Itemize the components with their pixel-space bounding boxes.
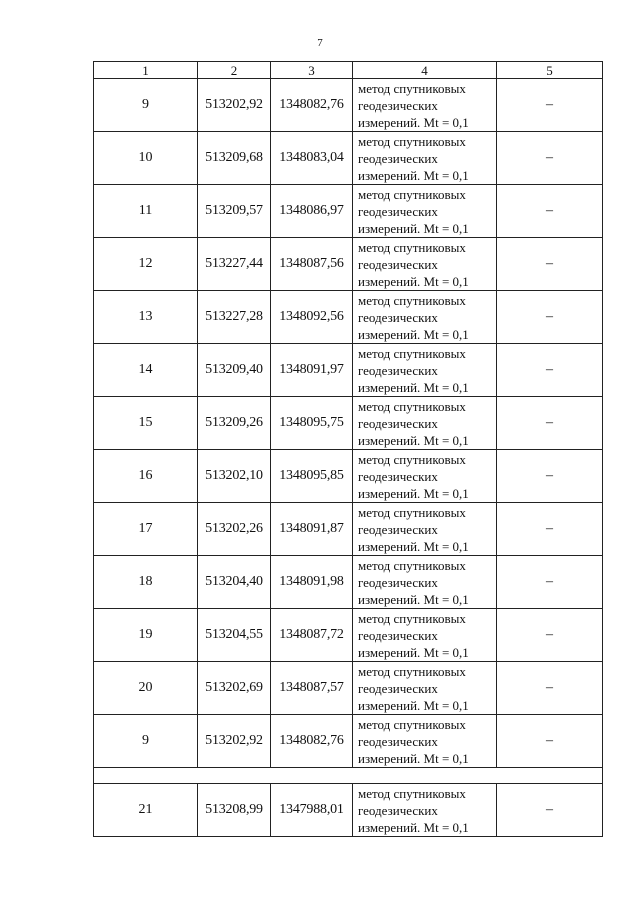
note-cell: – <box>497 503 603 556</box>
table-row <box>94 715 603 768</box>
method-line: измерений. Mt = 0,1 <box>358 644 469 660</box>
table-row <box>94 609 603 662</box>
point-number-cell: 17 <box>94 503 198 556</box>
note-cell: – <box>497 450 603 503</box>
note-cell: – <box>497 609 603 662</box>
method-line: метод спутниковых <box>358 345 466 361</box>
note-cell: – <box>497 344 603 397</box>
table-row <box>94 662 603 715</box>
method-line: метод спутниковых <box>358 239 466 255</box>
method-line: геодезических <box>358 802 438 818</box>
method-line: измерений. Mt = 0,1 <box>358 167 469 183</box>
y-coordinate-cell: 1348083,04 <box>271 132 353 185</box>
method-cell <box>353 79 497 132</box>
x-coordinate-cell: 513202,92 <box>198 79 271 132</box>
method-line: геодезических <box>358 627 438 643</box>
table-row <box>94 291 603 344</box>
table-body <box>94 79 603 837</box>
method-cell <box>353 132 497 185</box>
method-line: геодезических <box>358 203 438 219</box>
point-number-cell: 13 <box>94 291 198 344</box>
method-line: метод спутниковых <box>358 785 466 801</box>
x-coordinate-cell: 513202,69 <box>198 662 271 715</box>
method-line: метод спутниковых <box>358 504 466 520</box>
method-line: измерений. Mt = 0,1 <box>358 114 469 130</box>
x-coordinate-cell: 513202,10 <box>198 450 271 503</box>
separator-cell <box>94 768 603 784</box>
x-coordinate-cell: 513208,99 <box>198 784 271 837</box>
method-line: геодезических <box>358 680 438 696</box>
method-line: измерений. Mt = 0,1 <box>358 485 469 501</box>
method-line: метод спутниковых <box>358 451 466 467</box>
x-coordinate-cell: 513227,44 <box>198 238 271 291</box>
method-cell <box>353 344 497 397</box>
method-line: геодезических <box>358 97 438 113</box>
method-line: метод спутниковых <box>358 716 466 732</box>
table-row <box>94 784 603 837</box>
header-col-5: 5 <box>497 62 603 79</box>
y-coordinate-cell: 1348091,98 <box>271 556 353 609</box>
header-col-2: 2 <box>198 62 271 79</box>
note-cell: – <box>497 291 603 344</box>
note-cell: – <box>497 185 603 238</box>
method-line: геодезических <box>358 415 438 431</box>
page-number: 7 <box>317 37 323 49</box>
point-number-cell: 9 <box>94 715 198 768</box>
method-cell <box>353 238 497 291</box>
method-line: измерений. Mt = 0,1 <box>358 379 469 395</box>
method-line: метод спутниковых <box>358 557 466 573</box>
method-line: измерений. Mt = 0,1 <box>358 220 469 236</box>
method-cell <box>353 556 497 609</box>
point-number-cell: 18 <box>94 556 198 609</box>
table-row <box>94 556 603 609</box>
method-line: измерений. Mt = 0,1 <box>358 273 469 289</box>
note-cell: – <box>497 715 603 768</box>
header-row <box>94 62 603 79</box>
point-number-cell: 16 <box>94 450 198 503</box>
y-coordinate-cell: 1347988,01 <box>271 784 353 837</box>
method-line: геодезических <box>358 362 438 378</box>
point-number-cell: 12 <box>94 238 198 291</box>
method-cell <box>353 609 497 662</box>
x-coordinate-cell: 513209,57 <box>198 185 271 238</box>
method-line: метод спутниковых <box>358 398 466 414</box>
method-cell <box>353 784 497 837</box>
method-cell <box>353 715 497 768</box>
method-line: измерений. Mt = 0,1 <box>358 326 469 342</box>
note-cell: – <box>497 397 603 450</box>
table-row <box>94 79 603 132</box>
table-row <box>94 185 603 238</box>
y-coordinate-cell: 1348087,72 <box>271 609 353 662</box>
point-number-cell: 10 <box>94 132 198 185</box>
y-coordinate-cell: 1348091,87 <box>271 503 353 556</box>
method-cell <box>353 397 497 450</box>
y-coordinate-cell: 1348091,97 <box>271 344 353 397</box>
point-number-cell: 20 <box>94 662 198 715</box>
x-coordinate-cell: 513209,68 <box>198 132 271 185</box>
method-line: метод спутниковых <box>358 133 466 149</box>
method-line: геодезических <box>358 256 438 272</box>
y-coordinate-cell: 1348087,57 <box>271 662 353 715</box>
method-cell <box>353 185 497 238</box>
method-cell <box>353 450 497 503</box>
table-row <box>94 344 603 397</box>
method-line: метод спутниковых <box>358 610 466 626</box>
point-number-cell: 15 <box>94 397 198 450</box>
method-line: метод спутниковых <box>358 186 466 202</box>
method-line: метод спутниковых <box>358 292 466 308</box>
method-line: геодезических <box>358 733 438 749</box>
separator-row <box>94 768 603 784</box>
method-line: геодезических <box>358 150 438 166</box>
method-line: измерений. Mt = 0,1 <box>358 697 469 713</box>
x-coordinate-cell: 513204,55 <box>198 609 271 662</box>
note-cell: – <box>497 662 603 715</box>
x-coordinate-cell: 513209,26 <box>198 397 271 450</box>
header-col-4: 4 <box>353 62 497 79</box>
table-row <box>94 132 603 185</box>
y-coordinate-cell: 1348087,56 <box>271 238 353 291</box>
note-cell: – <box>497 784 603 837</box>
y-coordinate-cell: 1348095,85 <box>271 450 353 503</box>
header-col-3: 3 <box>271 62 353 79</box>
point-number-cell: 14 <box>94 344 198 397</box>
table-row <box>94 503 603 556</box>
x-coordinate-cell: 513227,28 <box>198 291 271 344</box>
y-coordinate-cell: 1348086,97 <box>271 185 353 238</box>
method-line: измерений. Mt = 0,1 <box>358 750 469 766</box>
method-line: геодезических <box>358 468 438 484</box>
x-coordinate-cell: 513209,40 <box>198 344 271 397</box>
method-cell <box>353 291 497 344</box>
note-cell: – <box>497 556 603 609</box>
note-cell: – <box>497 79 603 132</box>
x-coordinate-cell: 513202,92 <box>198 715 271 768</box>
method-line: геодезических <box>358 521 438 537</box>
method-line: метод спутниковых <box>358 80 466 96</box>
x-coordinate-cell: 513204,40 <box>198 556 271 609</box>
point-number-cell: 21 <box>94 784 198 837</box>
note-cell: – <box>497 132 603 185</box>
table-row <box>94 238 603 291</box>
table-row <box>94 397 603 450</box>
method-line: геодезических <box>358 574 438 590</box>
note-cell: – <box>497 238 603 291</box>
coordinates-table <box>93 61 603 837</box>
y-coordinate-cell: 1348092,56 <box>271 291 353 344</box>
y-coordinate-cell: 1348082,76 <box>271 715 353 768</box>
method-cell <box>353 503 497 556</box>
method-line: измерений. Mt = 0,1 <box>358 591 469 607</box>
method-cell <box>353 662 497 715</box>
y-coordinate-cell: 1348082,76 <box>271 79 353 132</box>
method-line: геодезических <box>358 309 438 325</box>
method-line: метод спутниковых <box>358 663 466 679</box>
method-line: измерений. Mt = 0,1 <box>358 819 469 835</box>
header-col-1: 1 <box>94 62 198 79</box>
table-row <box>94 450 603 503</box>
x-coordinate-cell: 513202,26 <box>198 503 271 556</box>
y-coordinate-cell: 1348095,75 <box>271 397 353 450</box>
point-number-cell: 9 <box>94 79 198 132</box>
point-number-cell: 11 <box>94 185 198 238</box>
point-number-cell: 19 <box>94 609 198 662</box>
method-line: измерений. Mt = 0,1 <box>358 538 469 554</box>
method-line: измерений. Mt = 0,1 <box>358 432 469 448</box>
